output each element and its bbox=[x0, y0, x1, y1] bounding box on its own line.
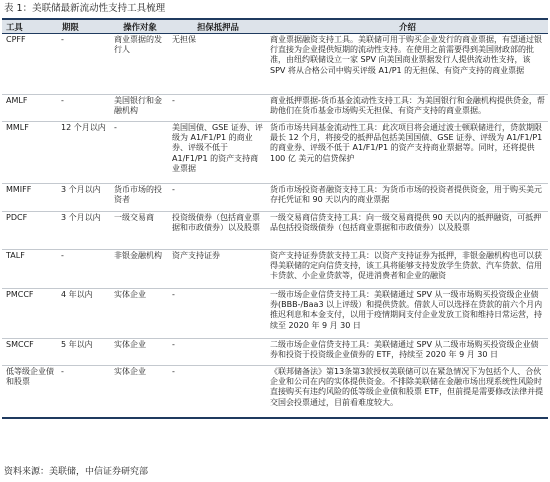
table-row bbox=[2, 366, 548, 418]
table-row bbox=[2, 212, 548, 250]
cell-collateral: - bbox=[169, 184, 267, 212]
cell-term: - bbox=[58, 95, 111, 122]
cell-target: 实体企业 bbox=[111, 366, 169, 418]
cell-tool: PMCCF bbox=[2, 289, 58, 339]
table-header bbox=[2, 19, 548, 34]
cell-term: - bbox=[58, 366, 111, 418]
cell-term: 5 年以内 bbox=[58, 339, 111, 366]
cell-tool: MMIFF bbox=[2, 184, 58, 212]
table-caption: 表 1：美联储最新流动性支持工具梳理 bbox=[4, 3, 166, 14]
liquidity-tools-table bbox=[2, 18, 548, 419]
cell-term: - bbox=[58, 250, 111, 289]
cell-term: 3 个月以内 bbox=[58, 212, 111, 250]
cell-target: 商业票据的发行人 bbox=[111, 34, 169, 95]
cell-collateral: 投资级债券（包括商业票据和市政债券）以及股票 bbox=[169, 212, 267, 250]
cell-target: 实体企业 bbox=[111, 339, 169, 366]
header-tool: 工具 bbox=[2, 19, 58, 34]
cell-target: 货币市场的投资者 bbox=[111, 184, 169, 212]
cell-tool: PDCF bbox=[2, 212, 58, 250]
cell-collateral: 资产支持证券 bbox=[169, 250, 267, 289]
cell-target: 一级交易商 bbox=[111, 212, 169, 250]
table-row bbox=[2, 250, 548, 289]
table-row bbox=[2, 184, 548, 212]
cell-term: 4 年以内 bbox=[58, 289, 111, 339]
cell-intro: 商业票据融资支持工具。美联储可用于购买企业发行的商业票据，有望通过银行直接为企业提供短期的流动性支持。在使用之前需要得到美国财政部的批准，由纽约联储设立一家 SPV 向美国商业票据发行人提供流动性支持，该 SPV 将从合格公司中购买评级 A1/P1 的无担保、有资产支持的商业票据 bbox=[267, 34, 548, 95]
table-row bbox=[2, 34, 548, 95]
cell-tool: CPFF bbox=[2, 34, 58, 95]
table-row bbox=[2, 122, 548, 184]
cell-intro: 资产支持证券贷款支持工具：以资产支持证券为抵押，非银金融机构也可以获得美联储的定向信贷支持，该工具将能够支持发放学生贷款、汽车贷款、信用卡贷款、小企业贷款等，促进消费者和企业的融资 bbox=[267, 250, 548, 289]
cell-term: 3 个月以内 bbox=[58, 184, 111, 212]
source-note: 资料来源：美联储，中信证券研究部 bbox=[4, 467, 149, 477]
cell-intro: 二级市场企业信贷支持工具：美联储通过 SPV 从二级市场购买投资级企业债券和投资于投资级企业债券的 ETF，持续至 2020 年 9 月 30 日 bbox=[267, 339, 548, 366]
cell-intro: 《联邦储备法》第13条第3款授权美联储可以在紧急情况下为包括个人、合伙企业和公司在内的实体提供资金。不排除美联储在金融市场出现系统性风险时直接购买有违约风险的低等级企业债和股票 ETF，但前提是需要修改法律并提交国会投票通过，目前看难度较大。 bbox=[267, 366, 548, 418]
cell-target: - bbox=[111, 122, 169, 184]
cell-target: 美国银行和金融机构 bbox=[111, 95, 169, 122]
cell-tool: AMLF bbox=[2, 95, 58, 122]
cell-collateral: - bbox=[169, 339, 267, 366]
cell-tool: TALF bbox=[2, 250, 58, 289]
table-row bbox=[2, 339, 548, 366]
cell-target: 实体企业 bbox=[111, 289, 169, 339]
cell-collateral: 美国国债、GSE 证券、评级为 A1/F1/P1 的商业券、评级不低于 A1/F1/P1 的资产支持商业票据 bbox=[169, 122, 267, 184]
cell-tool: MMLF bbox=[2, 122, 58, 184]
cell-intro: 货币市场共同基金流动性工具：此次项目将会通过波士顿联储进行，贷款期限最长 12 个月，将接受的抵押品包括美国国债、GSE 证券、评级为 A1/F1/P1 的商业券、评级不低于 A1/F1/P1 的资产支持商业票据等。同时，还将提供 100 亿 美元的信贷保护 bbox=[267, 122, 548, 184]
cell-intro: 一级交易商信贷支持工具：向一级交易商提供 90 天以内的抵押融资，可抵押品包括投资级债券（包括商业票据和市政债券）以及股票 bbox=[267, 212, 548, 250]
header-collateral: 担保抵押品 bbox=[169, 19, 267, 34]
cell-intro: 货币市场投资者融资支持工具：为货币市场的投资者提供资金，用于购买美元存托凭证和 90 天以内的商业票据 bbox=[267, 184, 548, 212]
table-row bbox=[2, 289, 548, 339]
cell-intro: 商业抵押票据-货币基金流动性支持工具：为美国银行和金融机构提供贷金，帮助他们在货币基金市场购买无担保、有资产支持的商业票据。 bbox=[267, 95, 548, 122]
header-target: 操作对象 bbox=[111, 19, 169, 34]
cell-tool: 低等级企业债和股票 bbox=[2, 366, 58, 418]
cell-collateral: - bbox=[169, 289, 267, 339]
cell-collateral: - bbox=[169, 95, 267, 122]
cell-term: 12 个月以内 bbox=[58, 122, 111, 184]
cell-intro: 一级市场企业信贷支持工具：美联储通过 SPV 从一级市场购买投资级企业债券(BBB-/Baa3 以上评级）和提供贷款。借款人可以选择在贷款的前六个月内推迟利息和本金支付，以用于疫情期间支付企业发放工资和维持日常运营，持续至 2020 年 9 月 30 日 bbox=[267, 289, 548, 339]
table-row bbox=[2, 95, 548, 122]
cell-collateral: - bbox=[169, 366, 267, 418]
cell-tool: SMCCF bbox=[2, 339, 58, 366]
cell-target: 非银金融机构 bbox=[111, 250, 169, 289]
header-intro: 介绍 bbox=[267, 19, 548, 34]
header-term: 期限 bbox=[58, 19, 111, 34]
cell-collateral: 无担保 bbox=[169, 34, 267, 95]
cell-term: - bbox=[58, 34, 111, 95]
